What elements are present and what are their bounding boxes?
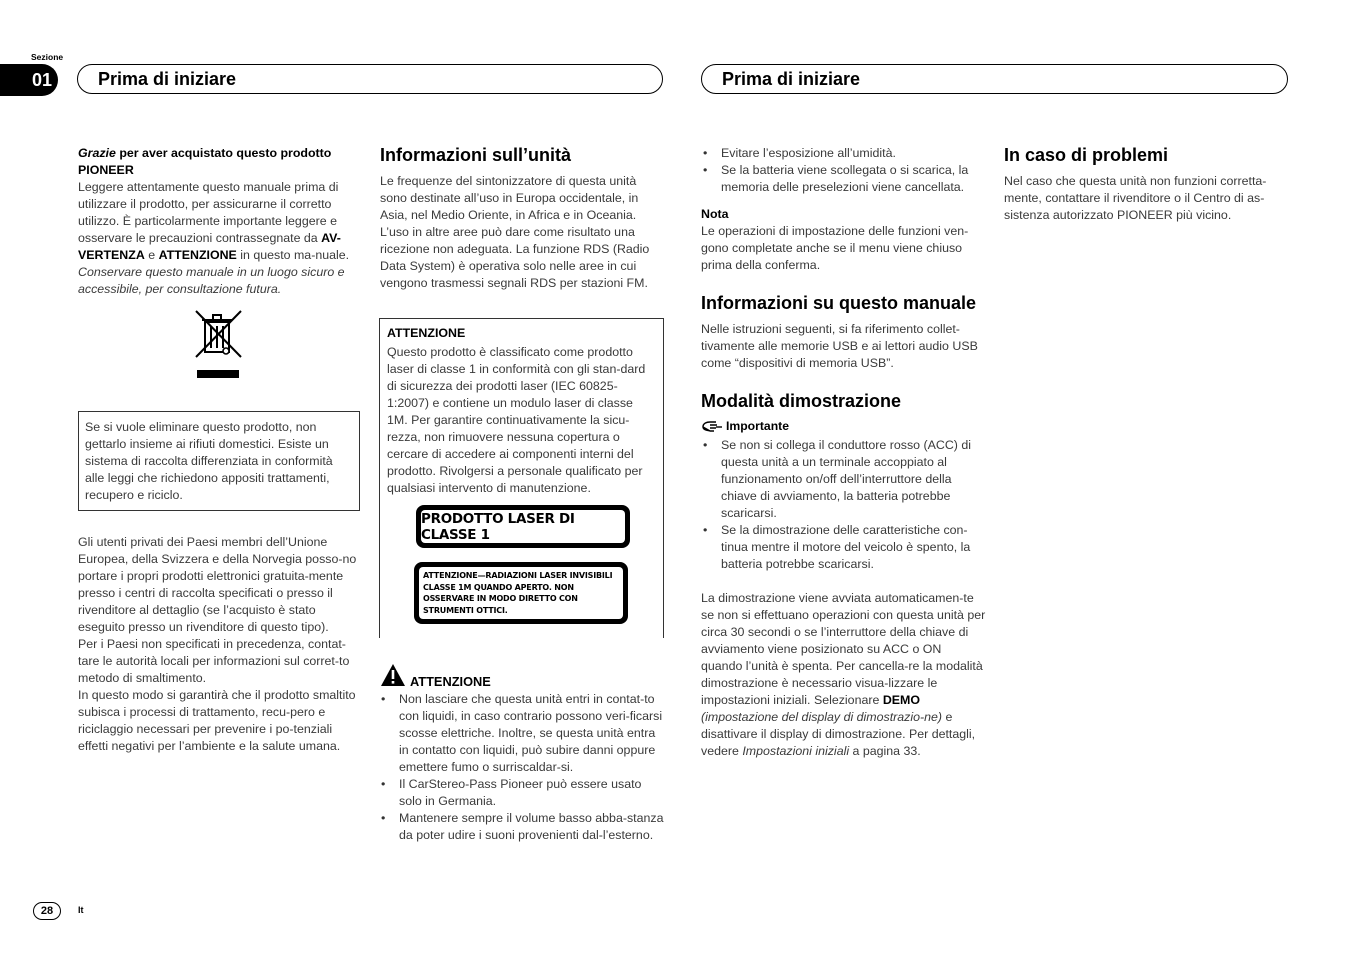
laser-radiation-label: [414, 562, 628, 624]
column-4: [1004, 144, 1288, 224]
troubleshooting-text: Nel caso che questa unità non funzioni corretta-mente, contattare il rivenditore o il Centro di as-sistenza autorizzato PIONEER più vicino.: [1004, 174, 1267, 222]
manual-info-text: Nelle istruzioni seguenti, si fa riferimento collet-tivamente alle memorie USB e ai lettori audio USB come “dispositivi di memoria USB”.: [701, 322, 978, 370]
intro-and: e: [144, 248, 159, 262]
column-2: [380, 144, 664, 292]
intro-product: per aver acquistato questo prodotto PIONEER: [78, 146, 332, 177]
note-text: Le operazioni di impostazione delle funzioni ven-gono completate anche se il menu viene chiuso prima della conferma.: [701, 224, 969, 272]
demo-setting-name: DEMO: [882, 693, 921, 707]
initial-settings-reference: Impostazioni iniziali: [742, 744, 850, 758]
note-title: Nota: [701, 207, 729, 221]
demo-important-item: • Se non si collega il conduttore rosso (ACC) di questa unità a un terminale accoppiato al funzionamento on/off dell’interruttore della chiave di avviamento, la batteria potrebbe scaricarsi.: [701, 437, 986, 522]
important-hand-icon: [701, 420, 723, 434]
intro-keep-manual: Conservare questo manuale in un luogo sicuro e accessibile, per consultazione futura.: [78, 265, 345, 296]
language-code: It: [78, 905, 84, 915]
demo-important-item: • Se la dimostrazione delle caratteristiche con-tinua mentre il motore del veicolo è spento, la batteria potrebbe scaricarsi.: [701, 522, 986, 573]
warning-item: • Mantenere sempre il volume basso abba-stanza da poter udire i suoni provenienti dal-l’esterno.: [379, 810, 665, 844]
column-3: [701, 145, 986, 760]
demo-paragraph: [701, 590, 986, 760]
important-label: Importante: [726, 419, 789, 433]
column-1-lower: [78, 534, 360, 755]
column-1: [78, 145, 360, 298]
warning-item: • Non lasciare che questa unità entri in contat-to con liquidi, in caso contrario possono veri-ficarsi scosse elettriche. Inoltre, se questa unità entra in contatto con liquidi, può subire danni oppure emettere fumo o surriscaldar-si.: [379, 691, 665, 776]
demo-mode-title: Modalità dimostrazione: [701, 391, 902, 411]
disposal-notice-box: [78, 411, 360, 511]
intro-thanks: Grazie: [78, 146, 116, 160]
section-number-tab: 01: [0, 64, 58, 96]
warning-triangle-icon: [380, 663, 406, 687]
right-page-header: [701, 64, 1288, 94]
caution-item: • Evitare l’esposizione all’umidità.: [701, 145, 986, 162]
other-countries-paragraph: Per i Paesi non specificati in precedenza, contat-tare le autorità locali per informazioni sul corret-to metodo di smaltimento.: [78, 637, 350, 685]
humidity-battery-list: [701, 145, 986, 196]
warning-list-container: [379, 691, 665, 844]
disposal-notice-text: Se si vuole eliminare questo prodotto, non gettarlo insieme ai rifiuti domestici. Esiste un sistema di raccolta differenziata in conformità alle leggi che richiedono appositi trattamenti, recupero e riciclo.: [85, 420, 333, 502]
laser-class-1-label: [416, 505, 630, 548]
right-page-title: Prima di iniziare: [722, 68, 861, 89]
laser-caution-title: ATTENZIONE: [387, 326, 466, 340]
intro-heading: [78, 145, 360, 179]
laser-class-1-text: PRODOTTO LASER DI CLASSE 1: [421, 510, 625, 543]
section-label: Sezione: [31, 52, 64, 62]
intro-avvertenza: AV-VERTENZA: [78, 231, 341, 262]
demo-setting-description: (impostazione del display di dimostrazio-ne): [701, 710, 943, 724]
troubleshooting-title: In caso di problemi: [1004, 145, 1169, 165]
warning-list: [379, 691, 665, 844]
demo-page-ref: a pagina 33.: [849, 744, 921, 758]
page-number: 28: [33, 902, 61, 920]
caution-item: • Se la batteria viene scollegata o si scarica, la memoria delle preselezioni viene cancellata.: [701, 162, 986, 196]
environment-paragraph: In questo modo si garantirà che il prodotto smaltito subisca i processi di trattamento, recu-pero e riciclaggio necessari per prevenire i po-tenziali effetti negativi per l’ambiente e la salute umana.: [78, 688, 356, 753]
left-page-title: Prima di iniziare: [98, 68, 237, 89]
laser-caution-text: Questo prodotto è classificato come prodotto laser di classe 1 in conformità con gli stan-dard di sicurezza dei prodotti laser (IEC 60825-1:2007) e contiene un modulo laser di classe 1M. Per garantire continuativamente la sicu-rezza, non rimuovere nessuna copertura o cercare di accedere ai componenti interni del prodotto. Rivolgersi a personale qualificato per qualsiasi intervento di manutenzione.: [387, 345, 646, 495]
intro-paragraph: [78, 179, 360, 298]
demo-important-list: [701, 437, 986, 573]
intro-text: Leggere attentamente questo manuale prima di utilizzare il prodotto, per assicurarne il corretto utilizzo. È particolarmente importante leggere e osservare le precauzioni contrassegnate da: [78, 180, 339, 245]
laser-radiation-text: ATTENZIONE—RADIAZIONI LASER INVISIBILI CLASSE 1M QUANDO APERTO. NON OSSERVARE IN MODO DIRETTO CON STRUMENTI OTTICI.: [419, 567, 623, 619]
manual-info-title: Informazioni su questo manuale: [701, 293, 977, 313]
demo-text: La dimostrazione viene avviata automaticamen-te se non si effettuano operazioni con questa unità per circa 30 secondi o se l’interruttore della chiave di avviamento viene posizionato su ACC o ON quando l’unità è spenta. Per cancella-re la modalità dimostrazione è necessario visua-lizzare le impostazioni iniziali. Selezionare: [701, 591, 986, 707]
unit-info-title: Informazioni sull’unità: [380, 145, 572, 165]
important-header: [701, 418, 986, 435]
intro-text-end: in questo ma-nuale.: [236, 248, 350, 262]
eu-users-paragraph: Gli utenti privati dei Paesi membri dell’Unione Europea, della Svizzera e della Norvegia posso-no portare i propri prodotti elettronici gratuita-mente presso i centri di raccolta specificati o presso il rivenditore al dettaglio (se l’acquisto è stato eseguito presso un rivenditore di questo tipo).: [78, 535, 357, 634]
intro-attenzione: ATTENZIONE: [158, 248, 237, 262]
unit-info-paragraph: Le frequenze del sintonizzatore di questa unità sono destinate all’uso in Europa occidentale, in Asia, nel Medio Oriente, in Africa e in Oceania. L’uso in altre aree può dare come risultato una ricezione non adeguata. La funzione RDS (Radio Data System) è operativa solo nelle aree in cui vengono trasmessi segnali RDS per stazioni FM.: [380, 174, 650, 290]
weee-bin-icon: [193, 308, 245, 380]
warning-item: • Il CarStereo-Pass Pioneer può essere usato solo in Germania.: [379, 776, 665, 810]
warning-title: ATTENZIONE: [410, 674, 491, 689]
left-page-header: [77, 64, 663, 94]
demo-text-2: e disattivare il display di dimostrazione. Per dettagli, vedere: [701, 710, 976, 758]
